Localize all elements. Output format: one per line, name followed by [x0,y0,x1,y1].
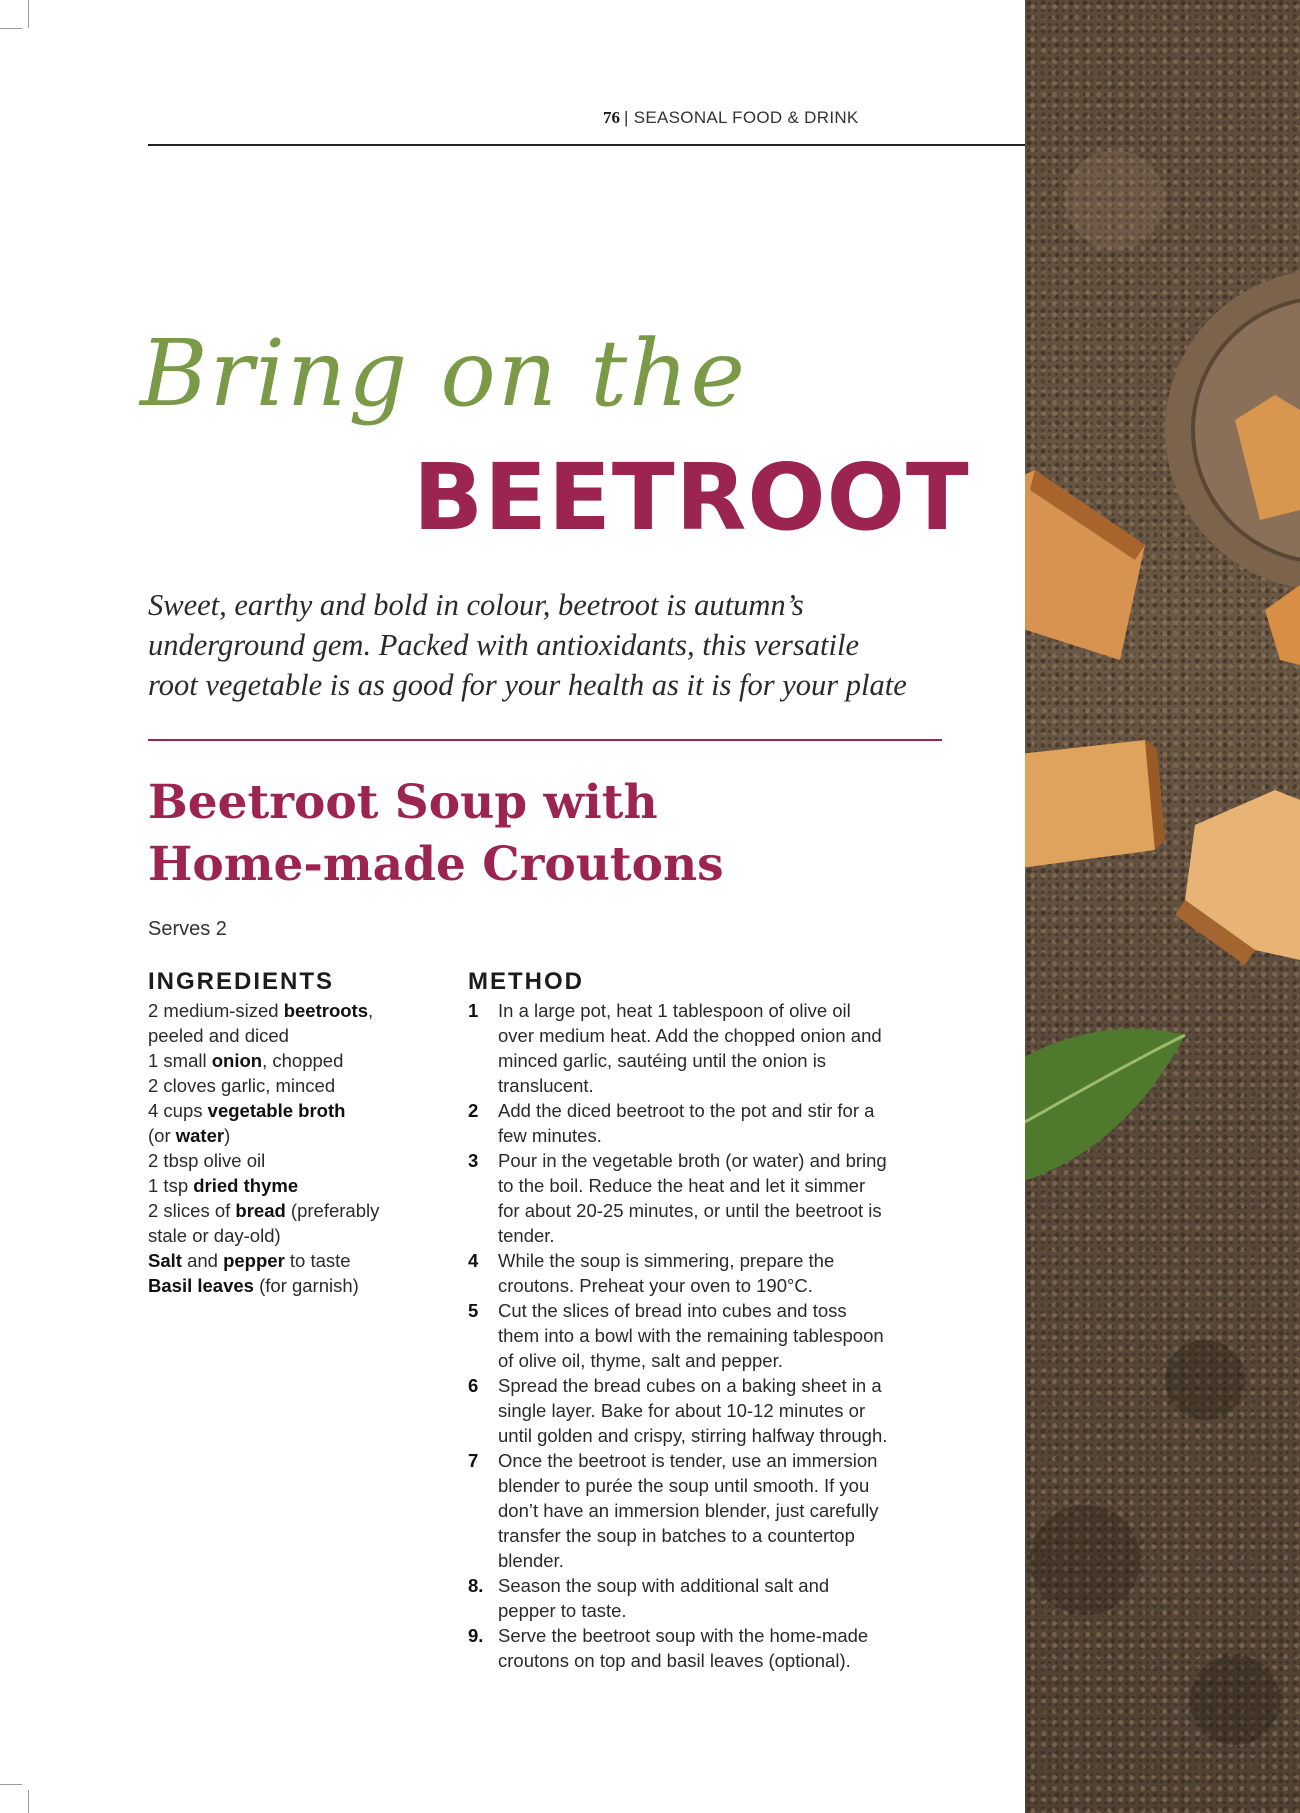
recipe-title-line: Beetroot Soup with [148,775,658,830]
ingredient-line [148,1148,408,1173]
intro-line: underground gem. Packed with antioxidants, this versatile [148,628,860,662]
script-headline: Bring on the [140,320,747,427]
ingredients-heading: INGREDIENTS [148,968,335,995]
ingredient-line [148,1023,408,1048]
ingredient-text: stale or day-old) [148,1225,281,1246]
method-step [468,1248,888,1298]
crop-mark [0,28,22,29]
method-step [468,1448,888,1573]
step-number: 6 [468,1375,479,1396]
intro-line: root vegetable is as good for your health as it is for your plate [148,668,907,702]
method-list [468,998,888,1673]
method-step [468,1373,888,1448]
ingredient-line [148,1273,408,1298]
ingredient-key: dried thyme [193,1175,299,1196]
method-step [468,1573,888,1623]
ingredient-key: vegetable broth [207,1100,346,1121]
step-number: 1 [468,1000,479,1021]
ingredient-text: ) [224,1125,231,1146]
ingredient-key: Basil leaves [148,1275,254,1296]
step-text: Season the soup with additional salt and pepper to taste. [498,1575,830,1621]
ingredient-line [148,1123,408,1148]
method-step [468,1298,888,1373]
ingredient-text: (or [148,1125,176,1146]
intro-line: Sweet, earthy and bold in colour, beetroot is autumn’s [148,588,804,622]
step-number: 7 [468,1450,479,1471]
running-header [148,100,1025,146]
step-text: In a large pot, heat 1 tablespoon of olive oil over medium heat. Add the chopped onion and minced garlic, sautéing until the onion is translucent. [498,1000,882,1096]
croutons-basil-icon [1025,0,1300,1813]
ingredient-key: pepper [223,1250,285,1271]
crop-mark [28,0,29,28]
serves-text: Serves 2 [148,918,227,940]
divider [148,739,942,741]
ingredient-line [148,1173,408,1198]
step-number: 4 [468,1250,479,1271]
ingredient-line [148,1248,408,1273]
step-text: Serve the beetroot soup with the home-made croutons on top and basil leaves (optional). [498,1625,869,1671]
ingredient-text: 1 tsp [148,1175,194,1196]
recipe-title [148,772,724,896]
ingredient-line [148,1048,408,1073]
section-title: | SEASONAL FOOD & DRINK [624,108,859,127]
step-text: Once the beetroot is tender, use an immersion blender to purée the soup until smooth. If you don’t have an immersion blender, just carefully transfer the soup in batches to a countertop blender. [498,1450,879,1571]
recipe-title-line: Home-made Croutons [148,837,724,892]
ingredients-list [148,998,408,1298]
ingredient-text: 4 cups [148,1100,208,1121]
method-heading: METHOD [468,968,584,995]
ingredient-line [148,1073,408,1098]
step-text: Cut the slices of bread into cubes and toss them into a bowl with the remaining tablespoon of olive oil, thyme, salt and pepper. [498,1300,884,1371]
ingredient-text: 1 small [148,1050,212,1071]
ingredient-line [148,1198,408,1223]
main-headline: BEETROOT [413,444,970,551]
step-number: 8. [468,1575,484,1596]
ingredient-key: Salt [148,1250,182,1271]
ingredient-text: (for garnish) [253,1275,359,1296]
ingredient-text: and [181,1250,224,1271]
food-photo [1025,0,1300,1813]
ingredient-key: beetroots [283,1000,369,1021]
method-step [468,998,888,1098]
step-number: 3 [468,1150,479,1171]
ingredient-text: 2 medium-sized [148,1000,284,1021]
step-text: While the soup is simmering, prepare the croutons. Preheat your oven to 190°C. [498,1250,835,1296]
step-text: Spread the bread cubes on a baking sheet in a single layer. Bake for about 10-12 minutes or until golden and crispy, stirring halfway through. [498,1375,888,1446]
ingredient-text: 2 cloves garlic, minced [148,1075,336,1096]
ingredient-text: , [368,1000,374,1021]
ingredient-key: onion [211,1050,263,1071]
method-step [468,1148,888,1248]
ingredient-text: 2 slices of [148,1200,236,1221]
ingredient-line [148,1098,408,1123]
step-number: 2 [468,1100,479,1121]
crop-mark [0,1784,22,1785]
step-text: Add the diced beetroot to the pot and stir for a few minutes. [498,1100,875,1146]
step-number: 5 [468,1300,479,1321]
page-number: 76 [603,108,620,127]
method-step [468,1098,888,1148]
ingredient-key: water [175,1125,225,1146]
ingredient-text: , chopped [262,1050,344,1071]
ingredient-line [148,1223,408,1248]
ingredient-text: (preferably [285,1200,380,1221]
crop-mark [28,1790,29,1813]
ingredient-key: bread [235,1200,286,1221]
ingredient-text: to taste [284,1250,351,1271]
ingredient-line [148,998,408,1023]
step-number: 9. [468,1625,484,1646]
ingredient-text: 2 tbsp olive oil [148,1150,266,1171]
intro-paragraph [148,585,968,705]
ingredient-text: peeled and diced [148,1025,289,1046]
step-text: Pour in the vegetable broth (or water) and bring to the boil. Reduce the heat and let it simmer for about 20-25 minutes, or until the beetroot is tender. [498,1150,887,1246]
method-step [468,1623,888,1673]
